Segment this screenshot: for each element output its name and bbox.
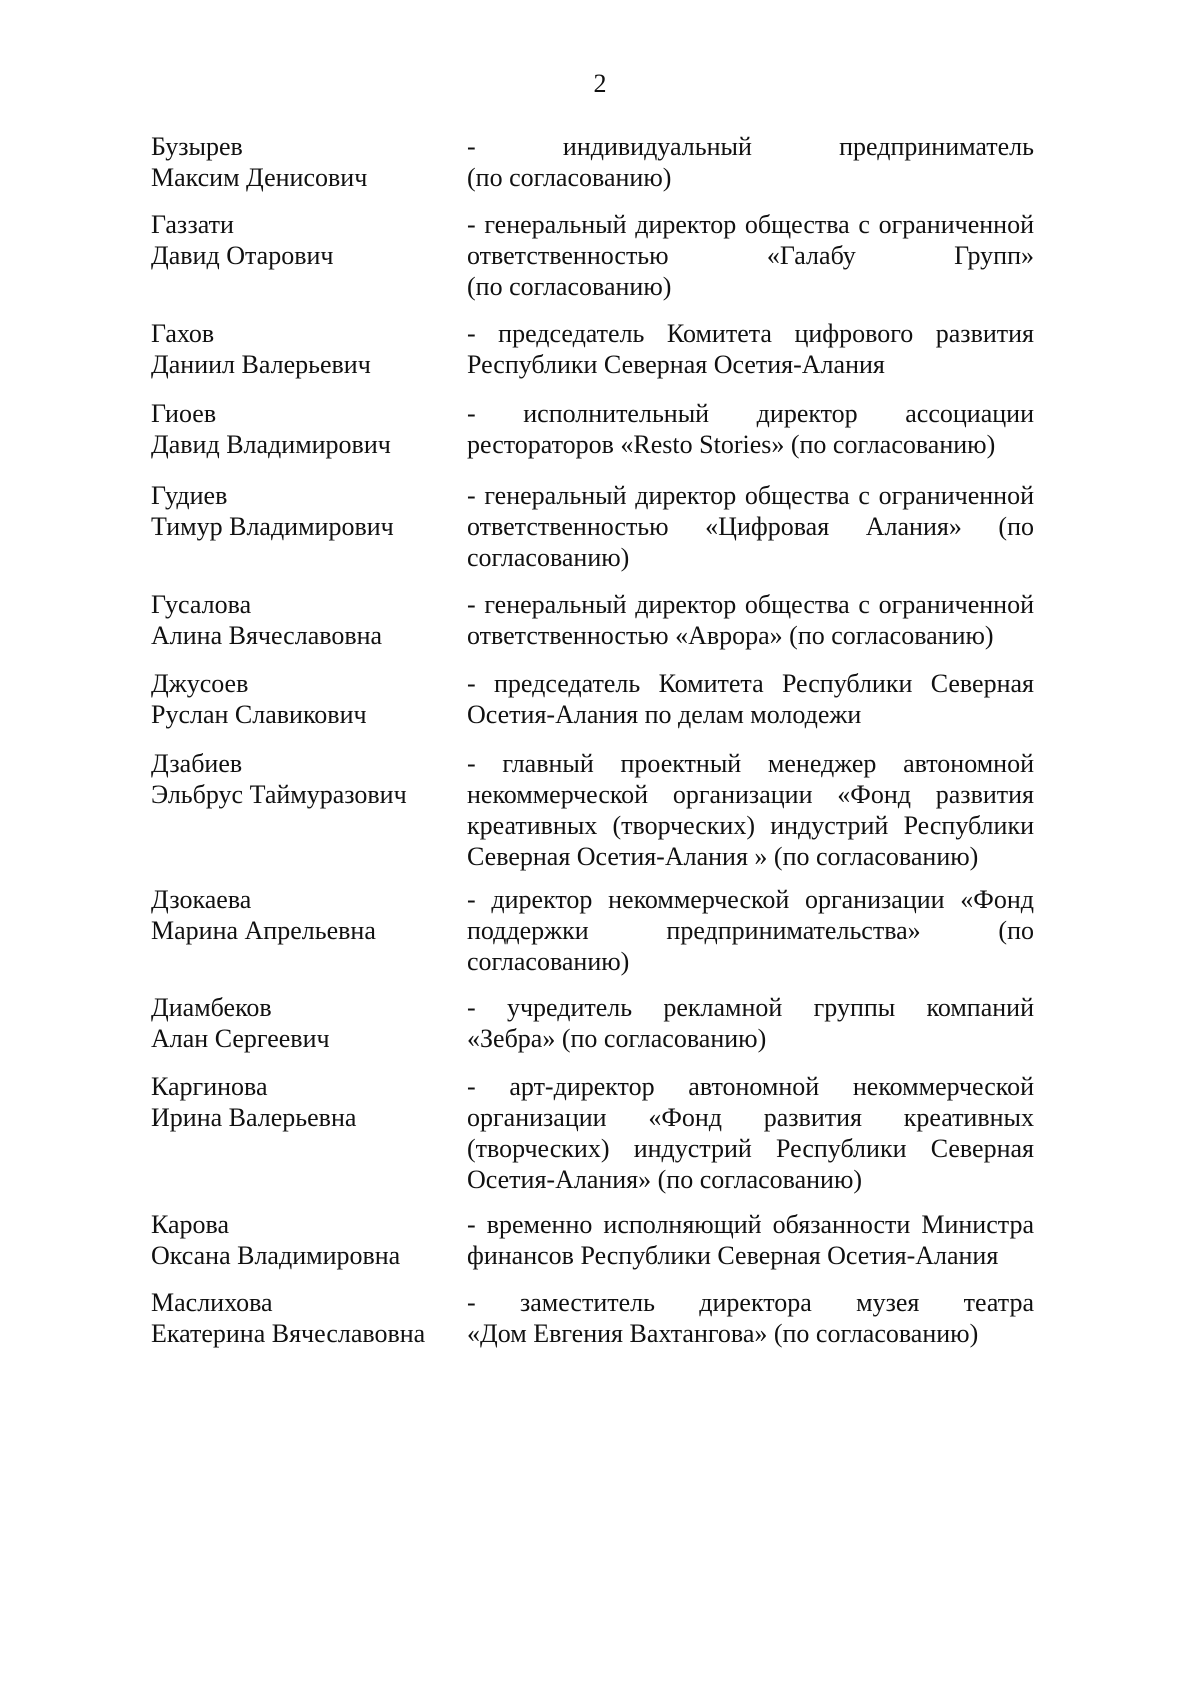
member-given-name: Алан Сергеевич	[151, 1024, 330, 1053]
member-name	[151, 668, 451, 730]
member-given-name: Руслан Славикович	[151, 700, 367, 729]
position-line: ответственностью «Галабу Групп»	[467, 241, 1034, 270]
member-position	[467, 318, 1034, 380]
member-surname: Гиоев	[151, 399, 217, 428]
position-line: ответственностью «Аврора» (по согласованию)	[467, 621, 994, 650]
position-line: - заместитель директора музея театра	[467, 1288, 1034, 1317]
position-line: креативных (творческих) индустрий Республики	[467, 811, 1034, 840]
member-name	[151, 318, 451, 380]
position-line: - главный проектный менеджер автономной	[467, 749, 1034, 778]
position-line: - арт-директор автономной некоммерческой	[467, 1072, 1034, 1101]
position-line: поддержки предпринимательства» (по	[467, 916, 1034, 945]
member-name	[151, 480, 451, 542]
position-line: финансов Республики Северная Осетия-Алания	[467, 1241, 999, 1270]
position-line: согласованию)	[467, 543, 630, 572]
member-name	[151, 1209, 451, 1271]
member-position	[467, 884, 1034, 977]
member-position	[467, 589, 1034, 651]
member-name	[151, 589, 451, 651]
member-name	[151, 398, 451, 460]
member-position	[467, 1071, 1034, 1195]
member-position	[467, 1287, 1034, 1349]
member-surname: Карова	[151, 1210, 230, 1239]
member-name	[151, 1071, 451, 1133]
position-line: - временно исполняющий обязанности Министра	[467, 1210, 1034, 1239]
position-line: некоммерческой организации «Фонд развития	[467, 780, 1034, 809]
member-given-name: Марина Апрельевна	[151, 916, 376, 945]
position-line: Республики Северная Осетия-Алания	[467, 350, 885, 379]
position-line: - индивидуальный предприниматель	[467, 132, 1034, 161]
member-name	[151, 748, 451, 810]
position-line: - председатель Комитета Республики Северная	[467, 669, 1034, 698]
member-surname: Дзабиев	[151, 749, 243, 778]
position-line: согласованию)	[467, 947, 630, 976]
position-line: ответственностью «Цифровая Алания» (по	[467, 512, 1034, 541]
member-given-name: Тимур Владимирович	[151, 512, 394, 541]
member-position	[467, 668, 1034, 730]
position-line: организации «Фонд развития креативных	[467, 1103, 1034, 1132]
member-position	[467, 992, 1034, 1054]
member-surname: Гахов	[151, 319, 215, 348]
member-surname: Бузырев	[151, 132, 243, 161]
member-position	[467, 131, 1034, 193]
member-position	[467, 1209, 1034, 1271]
member-surname: Джусоев	[151, 669, 249, 698]
member-surname: Газзати	[151, 210, 234, 239]
position-line: Северная Осетия-Алания » (по согласованию)	[467, 842, 979, 871]
position-line: - генеральный директор общества с ограниченной	[467, 590, 1034, 619]
position-line: «Зебра» (по согласованию)	[467, 1024, 767, 1053]
member-given-name: Ирина Валерьевна	[151, 1103, 357, 1132]
member-name	[151, 131, 451, 193]
member-position	[467, 398, 1034, 460]
member-given-name: Максим Денисович	[151, 163, 368, 192]
member-position	[467, 748, 1034, 872]
member-given-name: Екатерина Вячеславовна	[151, 1319, 426, 1348]
position-line: рестораторов «Resto Stories» (по согласованию)	[467, 430, 996, 459]
member-position	[467, 209, 1034, 302]
position-line: «Дом Евгения Вахтангова» (по согласованию)	[467, 1319, 979, 1348]
position-line: - генеральный директор общества с ограниченной	[467, 481, 1034, 510]
member-given-name: Даниил Валерьевич	[151, 350, 371, 379]
member-given-name: Эльбрус Таймуразович	[151, 780, 407, 809]
member-given-name: Давид Отарович	[151, 241, 334, 270]
position-line: (по согласованию)	[467, 272, 672, 301]
member-name	[151, 209, 451, 271]
member-given-name: Оксана Владимировна	[151, 1241, 401, 1270]
member-surname: Гудиев	[151, 481, 228, 510]
position-line: - директор некоммерческой организации «Фонд	[467, 885, 1034, 914]
member-given-name: Давид Владимирович	[151, 430, 391, 459]
position-line: - исполнительный директор ассоциации	[467, 399, 1034, 428]
position-line: (творческих) индустрий Республики Северная	[467, 1134, 1034, 1163]
member-surname: Диамбеков	[151, 993, 272, 1022]
position-line: (по согласованию)	[467, 163, 672, 192]
member-name	[151, 884, 451, 946]
member-surname: Маслихова	[151, 1288, 273, 1317]
member-position	[467, 480, 1034, 573]
position-line: - генеральный директор общества с ограниченной	[467, 210, 1034, 239]
position-line: Осетия-Алания по делам молодежи	[467, 700, 862, 729]
page-number: 2	[593, 69, 607, 98]
member-name	[151, 1287, 451, 1349]
member-surname: Дзокаева	[151, 885, 252, 914]
member-surname: Каргинова	[151, 1072, 268, 1101]
member-given-name: Алина Вячеславовна	[151, 621, 383, 650]
position-line: - учредитель рекламной группы компаний	[467, 993, 1034, 1022]
member-name	[151, 992, 451, 1054]
member-surname: Гусалова	[151, 590, 252, 619]
position-line: - председатель Комитета цифрового развития	[467, 319, 1034, 348]
position-line: Осетия-Алания» (по согласованию)	[467, 1165, 863, 1194]
